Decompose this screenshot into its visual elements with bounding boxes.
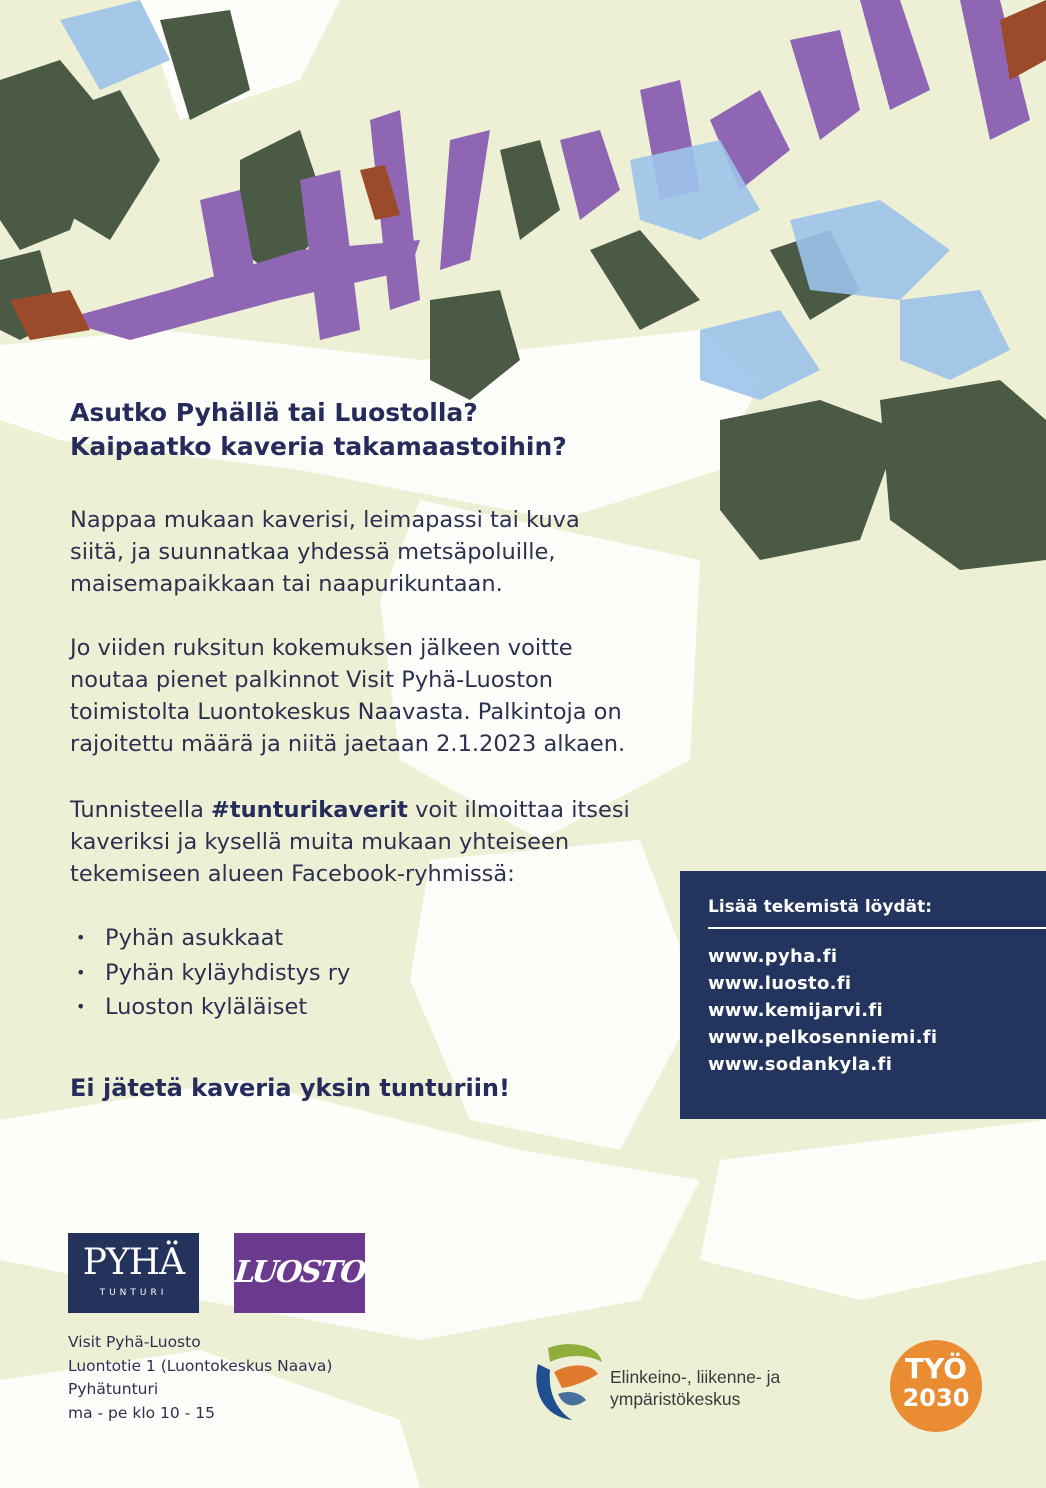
website-link-luosto[interactable]: www.luosto.fi <box>708 973 852 994</box>
headline-line-2: Kaipaatko kaveria takamaastoihin? <box>70 432 567 461</box>
website-link-pyha[interactable]: www.pyha.fi <box>708 946 838 967</box>
address-line: Visit Pyhä-Luosto <box>68 1333 201 1351</box>
info-box-divider <box>708 927 1046 929</box>
luosto-logo-word: LUOSTO <box>232 1255 367 1290</box>
ely-centre-name <box>610 1366 780 1410</box>
website-list <box>708 943 937 1078</box>
prize-line: Jo viiden ruksitun kokemuksen jälkeen voitte <box>70 635 573 661</box>
hashtag: #tunturikaverit <box>211 797 408 823</box>
tyo-badge-word: TYÖ <box>904 1352 968 1385</box>
closing-slogan: Ei jätetä kaveria yksin tunturiin! <box>70 1074 510 1102</box>
prize-line: noutaa pienet palkinnot Visit Pyhä-Luoston <box>70 667 554 693</box>
intro-line: maisemapaikkaan tai naapurikuntaan. <box>70 571 503 597</box>
address-line: Luontotie 1 (Luontokeskus Naava) <box>68 1356 333 1375</box>
prize-line: toimistolta Luontokeskus Naavasta. Palkintoja on <box>70 699 622 725</box>
hashtag-line: kaveriksi ja kysellä muita mukaan yhteiseen <box>70 829 570 855</box>
more-activities-box <box>680 871 1046 1119</box>
list-item: • Luoston kyläläiset <box>72 990 350 1025</box>
intro-paragraph <box>70 504 580 600</box>
tyo-badge-year: 2030 <box>902 1384 970 1412</box>
hashtag-prefix: Tunnisteella <box>70 797 212 823</box>
pyha-logo-word: PYHÄ <box>82 1242 185 1283</box>
intro-line: Nappaa mukaan kaverisi, leimapassi tai kuva <box>70 507 580 533</box>
luosto-logo <box>234 1233 365 1313</box>
facebook-group-list <box>72 921 350 1025</box>
hashtag-paragraph <box>70 794 630 890</box>
intro-line: siitä, ja suunnatkaa yhdessä metsäpoluille, <box>70 539 556 565</box>
address-line: ma - pe klo 10 - 15 <box>68 1403 215 1422</box>
ely-name-line: Elinkeino-, liikenne- ja <box>610 1367 781 1387</box>
ely-name-line: ympäristökeskus <box>610 1389 741 1409</box>
pyha-tunturi-logo <box>68 1233 199 1313</box>
hashtag-line: tekemiseen alueen Facebook-ryhmissä: <box>70 861 515 887</box>
info-box-heading: Lisää tekemistä löydät: <box>708 897 933 917</box>
website-link-kemijarvi[interactable]: www.kemijarvi.fi <box>708 1000 883 1021</box>
headline <box>70 396 567 464</box>
website-link-pelkosenniemi[interactable]: www.pelkosenniemi.fi <box>708 1027 938 1048</box>
ely-leaf-icon <box>528 1340 606 1424</box>
office-address <box>68 1331 332 1425</box>
tyo-2030-badge <box>890 1340 982 1432</box>
headline-line-1: Asutko Pyhällä tai Luostolla? <box>70 398 478 427</box>
list-item: • Pyhän kyläyhdistys ry <box>72 956 350 991</box>
address-line: Pyhätunturi <box>68 1380 159 1398</box>
hashtag-suffix: voit ilmoittaa itsesi <box>407 797 630 823</box>
list-item: • Pyhän asukkaat <box>72 921 350 956</box>
website-link-sodankyla[interactable]: www.sodankyla.fi <box>708 1054 893 1075</box>
pyha-logo-subword: TUNTURI <box>99 1288 168 1298</box>
prize-paragraph <box>70 632 625 760</box>
prize-line: rajoitettu määrä ja niitä jaetaan 2.1.2023 alkaen. <box>70 731 626 757</box>
